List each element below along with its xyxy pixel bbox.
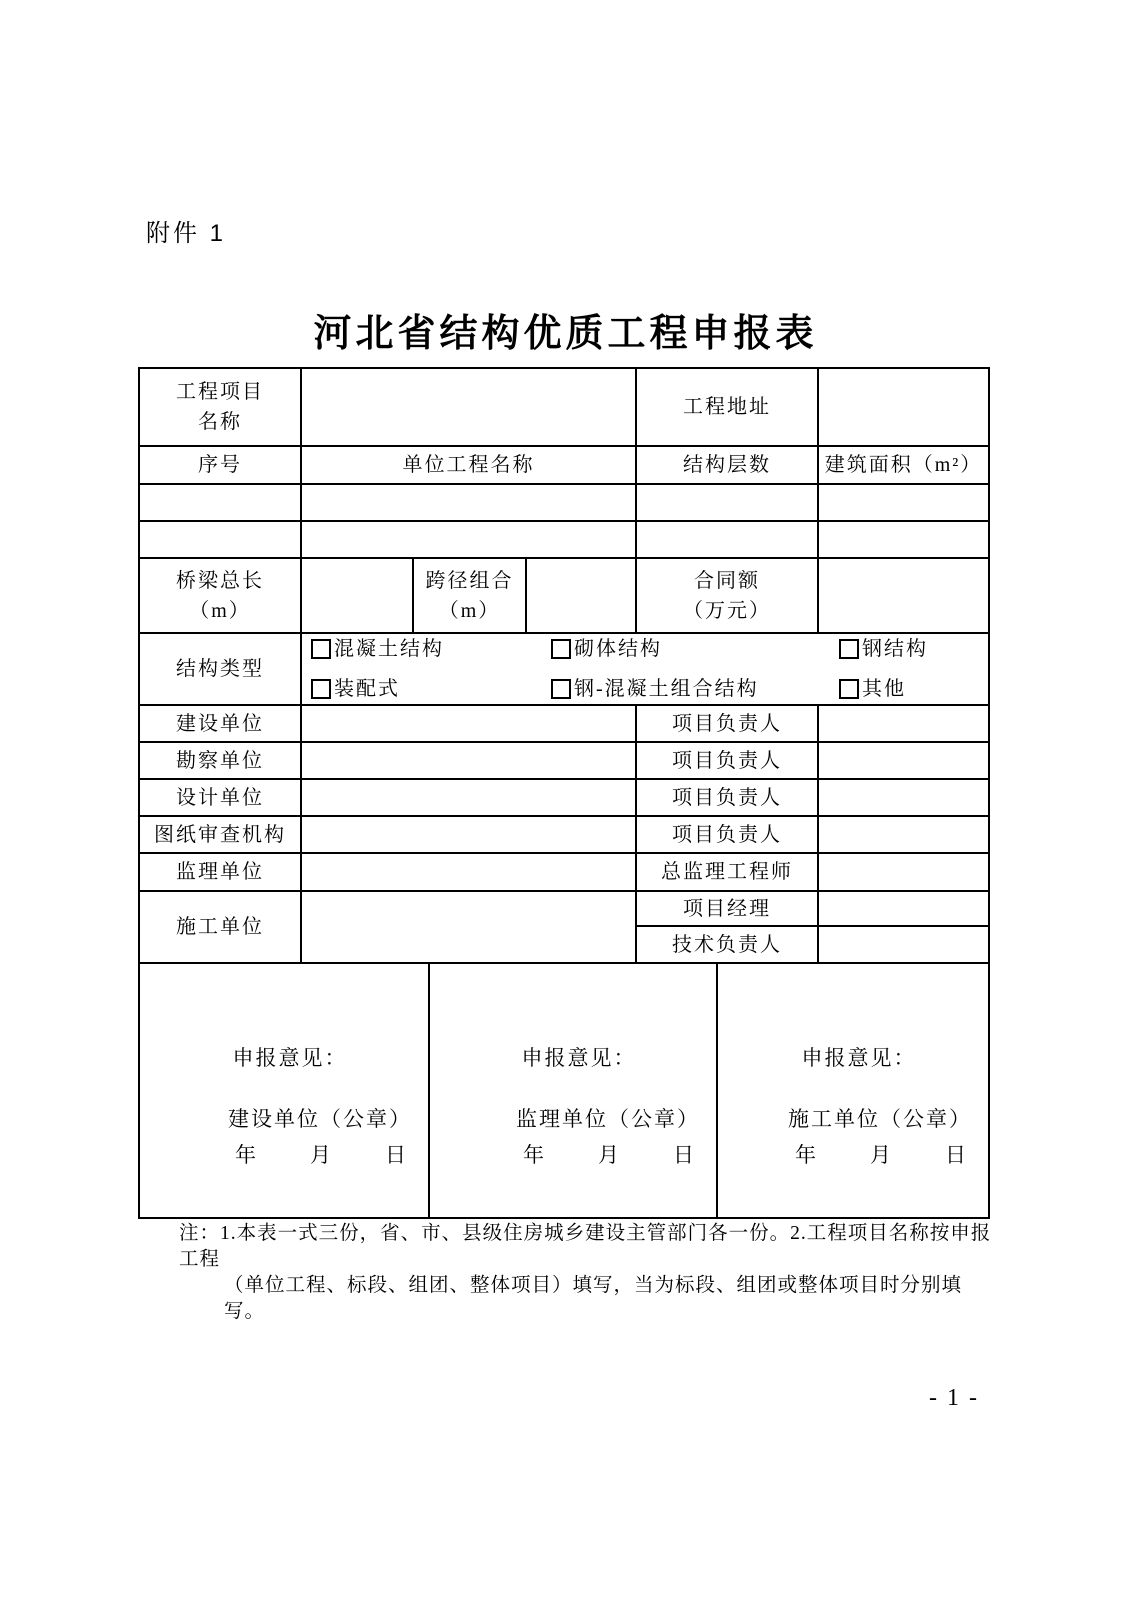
bridge-length-value-cell [301,558,413,633]
checkbox-icon [551,679,571,699]
owner-person-label: 项目负责人 [636,705,818,742]
area-value-cell [818,484,989,521]
constructor-unit-label: 施工单位 [139,891,301,963]
bridge-length-label: 桥梁总长 （m） [139,558,301,633]
option-prefab: 装配式 [311,674,551,704]
survey-unit-value-cell [301,742,636,779]
design-unit-label: 设计单位 [139,779,301,816]
footnote-line-2: （单位工程、标段、组团、整体项目）填写，当为标段、组团或整体项目时分别填写。 [224,1275,963,1322]
project-manager-value-cell [818,891,989,926]
opinion-title: 申报意见： [232,1046,348,1070]
project-address-value-cell [818,368,989,446]
contract-amount-value-cell [818,558,989,633]
project-name-value-cell [301,368,636,446]
contract-amount-label: 合同额 （万元） [636,558,818,633]
option-steel: 钢结构 [839,634,988,664]
area-value-cell [818,521,989,558]
structure-type-options-cell [301,633,989,705]
project-manager-label: 项目经理 [636,891,818,926]
design-unit-value-cell [301,779,636,816]
design-person-value-cell [818,779,989,816]
bridge-span-value-cell [526,558,636,633]
owner-unit-label: 建设单位 [139,705,301,742]
supervision-stamp-line: 监理单位（公章） [516,1107,700,1131]
floors-header: 结构层数 [636,446,818,484]
constructor-unit-value-cell [301,891,636,963]
opinion-title: 申报意见： [521,1046,637,1070]
bridge-span-label: 跨径组合 （m） [413,558,526,633]
drawing-review-person-label: 项目负责人 [636,816,818,853]
floors-value-cell [636,521,818,558]
supervision-unit-value-cell [301,853,636,891]
owner-unit-value-cell [301,705,636,742]
option-concrete: 混凝土结构 [311,634,551,664]
survey-person-value-cell [818,742,989,779]
footnote [179,1221,994,1325]
drawing-review-value-cell [301,816,636,853]
opinion-title: 申报意见： [801,1046,917,1070]
checkbox-icon [839,679,859,699]
serial-header: 序号 [139,446,301,484]
tech-director-value-cell [818,926,989,963]
attachment-label: 附件 1 [146,220,227,247]
owner-opinion-cell [139,963,429,1218]
project-address-label: 工程地址 [636,368,818,446]
constructor-stamp-line: 施工单位（公章） [788,1107,972,1131]
design-person-label: 项目负责人 [636,779,818,816]
constructor-row-1 [139,891,989,926]
survey-person-label: 项目负责人 [636,742,818,779]
footnote-line-1: 注：1.本表一式三份，省、市、县级住房城乡建设主管部门各一份。2.工程项目名称按申报工程 [179,1223,992,1270]
unit-header-row [139,446,989,484]
page-number: - 1 - [929,1385,979,1411]
structure-type-options [302,634,988,704]
unit-name-value-cell [301,521,636,558]
drawing-review-person-value-cell [818,816,989,853]
drawing-review-row [139,816,989,853]
unit-name-header: 单位工程名称 [301,446,636,484]
supervision-opinion-cell [429,963,717,1218]
drawing-review-label: 图纸审查机构 [139,816,301,853]
design-unit-row [139,779,989,816]
structure-type-label: 结构类型 [139,633,301,705]
checkbox-icon [551,639,571,659]
project-name-label: 工程项目 名称 [139,368,301,446]
checkbox-icon [311,639,331,659]
survey-unit-label: 勘察单位 [139,742,301,779]
floors-value-cell [636,484,818,521]
project-name-row [139,368,989,446]
owner-date-line: 年 月 日 [235,1143,410,1167]
supervision-date-line: 年 月 日 [523,1143,698,1167]
checkbox-icon [839,639,859,659]
chief-supervisor-value-cell [818,853,989,891]
supervision-unit-row [139,853,989,891]
option-steel-concrete: 钢-混凝土组合结构 [551,674,839,704]
checkbox-icon [311,679,331,699]
unit-data-row [139,484,989,521]
application-form-table [138,367,990,1219]
unit-name-value-cell [301,484,636,521]
constructor-date-line: 年 月 日 [795,1143,970,1167]
option-other: 其他 [839,674,988,704]
opinions-row [139,963,989,1218]
owner-stamp-line: 建设单位（公章） [228,1107,412,1131]
area-header: 建筑面积（m²） [818,446,989,484]
construction-owner-row [139,705,989,742]
tech-director-label: 技术负责人 [636,926,818,963]
page-title: 河北省结构优质工程申报表 [313,313,818,355]
bridge-row [139,558,989,633]
structure-type-row [139,633,989,705]
constructor-opinion-cell [717,963,989,1218]
serial-value-cell [139,521,301,558]
owner-person-value-cell [818,705,989,742]
survey-unit-row [139,742,989,779]
chief-supervisor-label: 总监理工程师 [636,853,818,891]
unit-data-row [139,521,989,558]
supervision-unit-label: 监理单位 [139,853,301,891]
option-masonry: 砌体结构 [551,634,839,664]
serial-value-cell [139,484,301,521]
